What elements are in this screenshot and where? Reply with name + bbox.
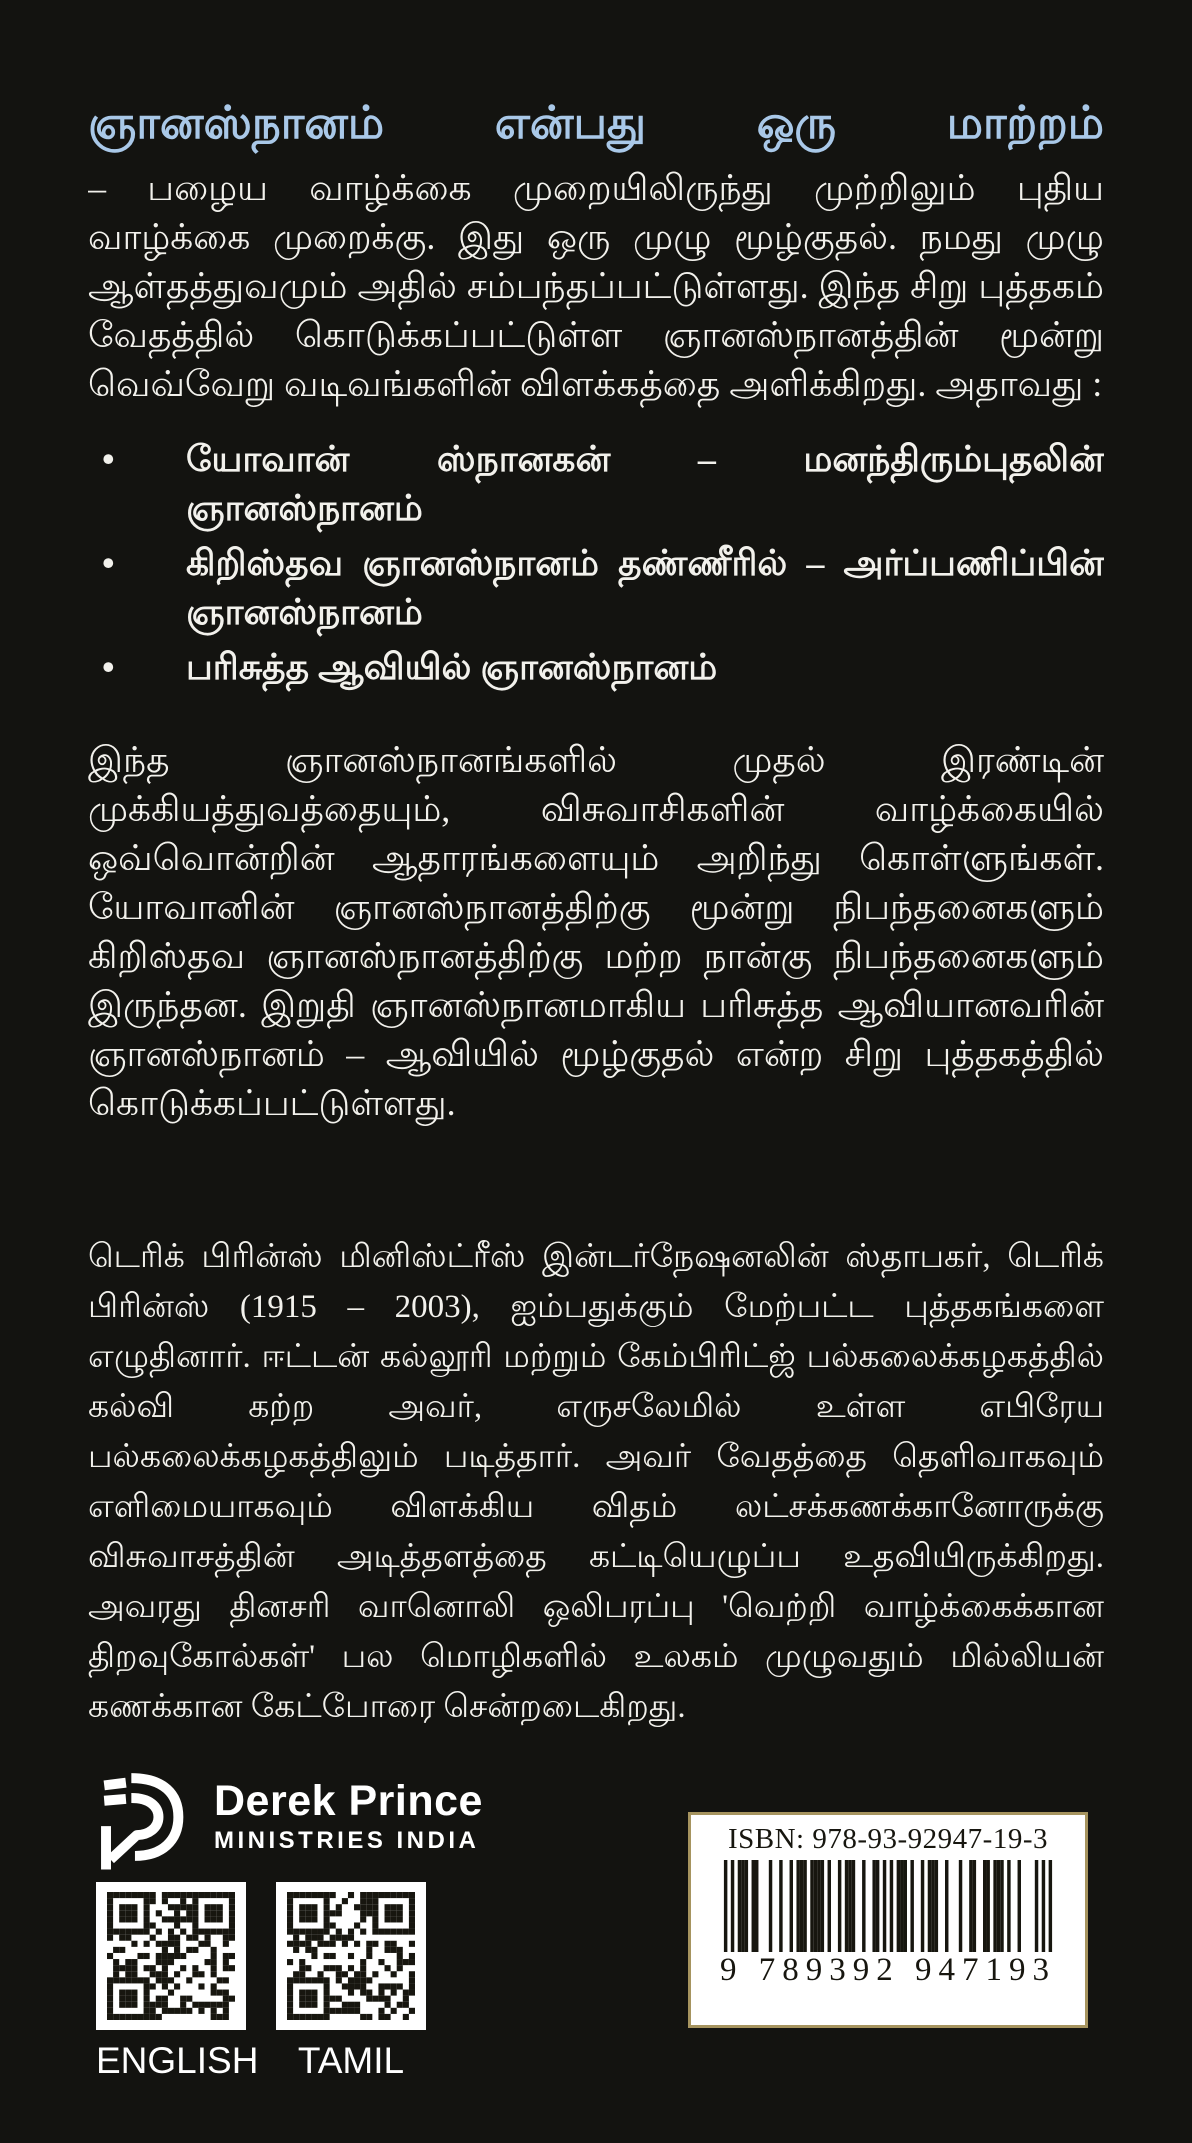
qr-tamil-icon bbox=[287, 1892, 415, 2020]
qr-label-tamil: TAMIL bbox=[297, 2040, 405, 2081]
qr-label-english: ENGLISH bbox=[96, 2040, 259, 2081]
isbn-barcode-block bbox=[688, 1812, 1088, 2028]
list-item-text: யோவான் ஸ்நானகன் – மனந்திரும்புதலின் ஞானஸ்நானம் bbox=[186, 439, 1104, 528]
isbn-number: ISBN: 978-93-92947-19-3 bbox=[727, 1823, 1048, 1855]
summary-paragraph: இந்த ஞானஸ்நானங்களில் முதல் இரண்டின் முக்கியத்துவத்தையும், விசுவாசிகளின் வாழ்க்கையில் ஒவ்வொன்றின் ஆதாரங்களையும் அறிந்து கொள்ளுங்கள். யோவானின் ஞானஸ்நானத்திற்கு மூன்று நிபந்தனைகளும் கிறிஸ்தவ ஞானஸ்நானத்திற்கு மற்ற நான்கு நிபந்தனைகளும் இருந்தன. இறுதி ஞானஸ்நானமாகிய பரிசுத்த ஆவியானவரின் ஞானஸ்நானம் – ஆவியில் மூழ்குதல் என்ற சிறு புத்தகத்தில் கொடுக்கப்பட்டுள்ளது. bbox=[88, 740, 1104, 1123]
bullet-icon: • bbox=[102, 543, 115, 583]
bullet-icon: • bbox=[102, 647, 115, 687]
list-item-text: பரிசுத்த ஆவியில் ஞானஸ்நானம் bbox=[186, 647, 718, 687]
publisher-name-block bbox=[214, 1778, 483, 1855]
publisher-logo bbox=[96, 1770, 483, 1874]
list-item bbox=[88, 539, 1104, 637]
list-item bbox=[88, 643, 1104, 692]
qr-code-tamil bbox=[276, 1882, 426, 2030]
baptism-types-list bbox=[88, 435, 1104, 692]
intro-paragraph: – பழைய வாழ்க்கை முறையிலிருந்து முற்றிலும் புதிய வாழ்க்கை முறைக்கு. இது ஒரு முழு மூழ்குதல். நமது முழு ஆள்தத்துவமும் அதில் சம்பந்தப்பட்டுள்ளது. இந்த சிறு புத்தகம் வேதத்தில் கொடுக்கப்பட்டுள்ள ஞானஸ்நானத்தின் மூன்று வெவ்வேறு வடிவங்களின் விளக்கத்தை அளிக்கிறது. அதாவது : bbox=[88, 168, 1104, 404]
qr-label-row bbox=[96, 2040, 426, 2082]
author-bio: டெரிக் பிரின்ஸ் மினிஸ்ட்ரீஸ் இன்டர்நேஷனலின் ஸ்தாபகர், டெரிக் பிரின்ஸ் (1915 – 2003), ஐம்பதுக்கும் மேற்பட்ட புத்தகங்களை எழுதினார். ஈட்டன் கல்லூரி மற்றும் கேம்பிரிட்ஜ் பல்கலைக்கழகத்தில் கல்வி கற்ற அவர், எருசலேமில் உள்ள எபிரேய பல்கலைக்கழகத்திலும் படித்தார். அவர் வேதத்தை தெளிவாகவும் எளிமையாகவும் விளக்கிய விதம் லட்சக்கணக்கானோருக்கு விசுவாசத்தின் அடித்தளத்தை கட்டியெழுப்ப உதவியிருக்கிறது. அவரது தினசரி வானொலி ஒலிபரப்பு 'வெற்றி வாழ்க்கைக்கான திறவுகோல்கள்' பல மொழிகளில் உலகம் முழுவதும் மில்லியன் கணக்கான கேட்போரை சென்றடைகிறது. bbox=[88, 1239, 1104, 1725]
publisher-subtitle: MINISTRIES INDIA bbox=[214, 1827, 480, 1854]
qr-english-icon bbox=[107, 1892, 235, 2020]
page-title: ஞானஸ்நானம் என்பது ஒரு மாற்றம் bbox=[88, 98, 1104, 148]
qr-code-row bbox=[96, 1882, 426, 2030]
list-item-text: கிறிஸ்தவ ஞானஸ்நானம் தண்ணீரில் – அர்ப்பணிப்பின் ஞானஸ்நானம் bbox=[186, 543, 1104, 632]
list-item bbox=[88, 435, 1104, 533]
publisher-name: Derek Prince bbox=[214, 1777, 483, 1825]
bullet-icon: • bbox=[102, 439, 115, 479]
barcode-digits: 9 789392 947193 bbox=[716, 1952, 1060, 1989]
back-cover-text bbox=[88, 96, 1104, 1776]
qr-code-english bbox=[96, 1882, 246, 2030]
dpm-logo-icon bbox=[96, 1770, 192, 1874]
